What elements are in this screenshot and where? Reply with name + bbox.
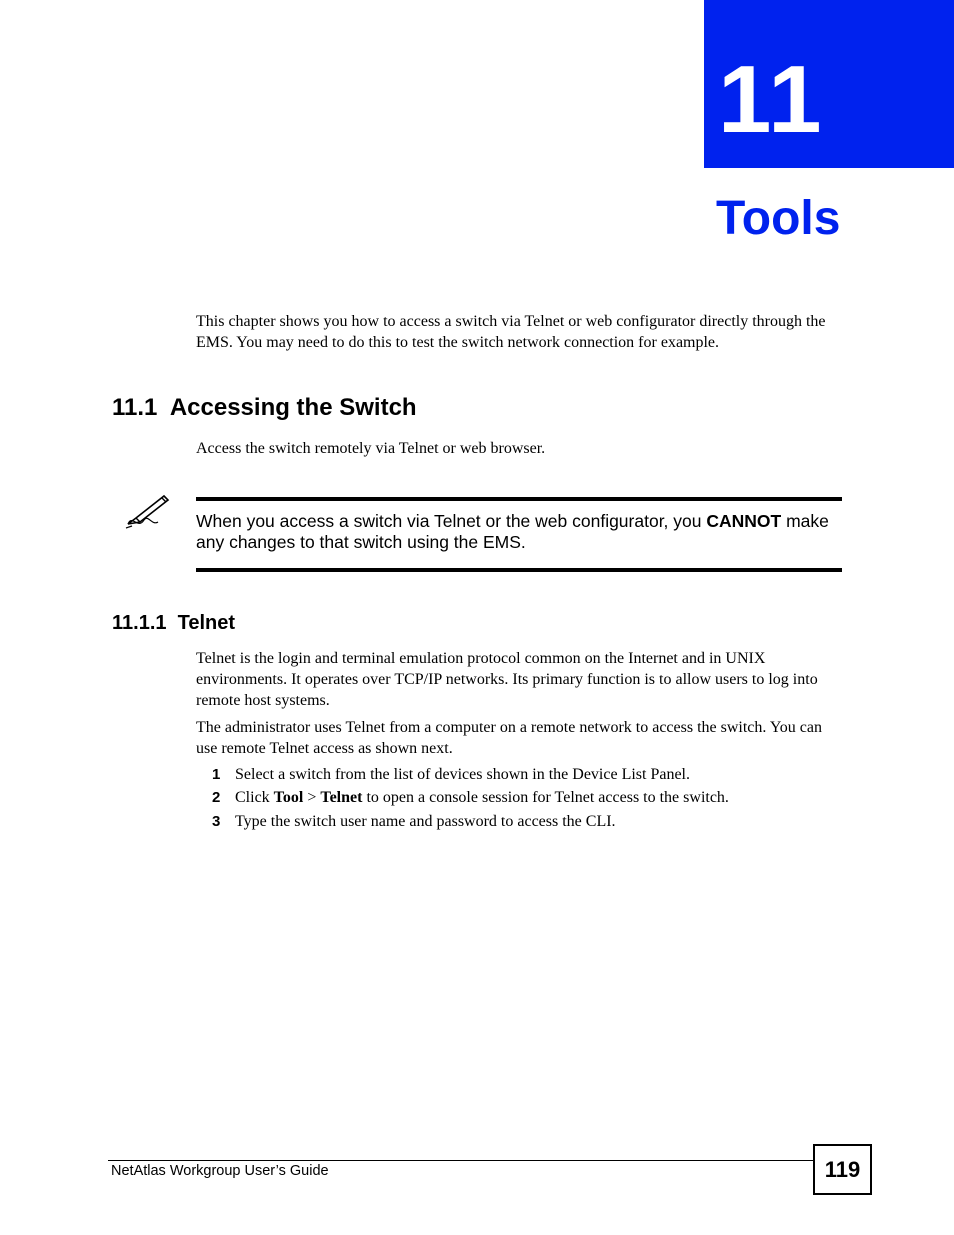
note-rule-top (196, 497, 842, 501)
step-text-prefix: Click (235, 789, 274, 806)
note-text-before: When you access a switch via Telnet or the web configurator, you (196, 511, 707, 531)
step-text-suffix: to open a console session for Telnet access to the switch. (362, 789, 729, 806)
menu-telnet: Telnet (320, 789, 363, 806)
step-number: 1 (212, 766, 221, 783)
section-heading: 11.1 Accessing the Switch (112, 394, 417, 421)
footer-guide-title: NetAtlas Workgroup User’s Guide (111, 1163, 329, 1179)
list-item (196, 811, 846, 833)
note-text-after: make any changes to that switch using the EMS. (196, 511, 829, 552)
telnet-paragraph-2: The administrator uses Telnet from a computer on a remote network to access the switch. You can use remote Telnet access as shown next. (196, 719, 822, 757)
page-number: 119 (813, 1144, 872, 1195)
list-item (196, 764, 846, 786)
subsection-heading: 11.1.1 Telnet (112, 612, 236, 634)
step-number: 3 (212, 813, 221, 830)
step-text: Type the switch user name and password to access the CLI. (235, 813, 616, 830)
note-emphasis: CANNOT (706, 511, 782, 531)
menu-separator: > (303, 789, 321, 806)
chapter-title: Tools (716, 192, 841, 245)
step-text (235, 787, 729, 809)
intro-paragraph: This chapter shows you how to access a switch via Telnet or web configurator directly through the EMS. You may need to do this to test the switch network connection for example. (196, 313, 826, 351)
step-text: Select a switch from the list of devices shown in the Device List Panel. (235, 766, 690, 783)
menu-tool: Tool (273, 789, 304, 806)
note-text (196, 511, 842, 553)
note-rule-bottom (196, 568, 842, 572)
telnet-paragraph-1: Telnet is the login and terminal emulation protocol common on the Internet and in UNIX environments. It operates over TCP/IP networks. Its primary function is to allow users to log into remote host systems. (196, 650, 818, 709)
chapter-number: 11 (718, 46, 824, 153)
pen-writing-icon (124, 494, 174, 530)
list-item (196, 787, 846, 809)
section-paragraph: Access the switch remotely via Telnet or web browser. (196, 440, 546, 457)
step-number: 2 (212, 789, 221, 806)
